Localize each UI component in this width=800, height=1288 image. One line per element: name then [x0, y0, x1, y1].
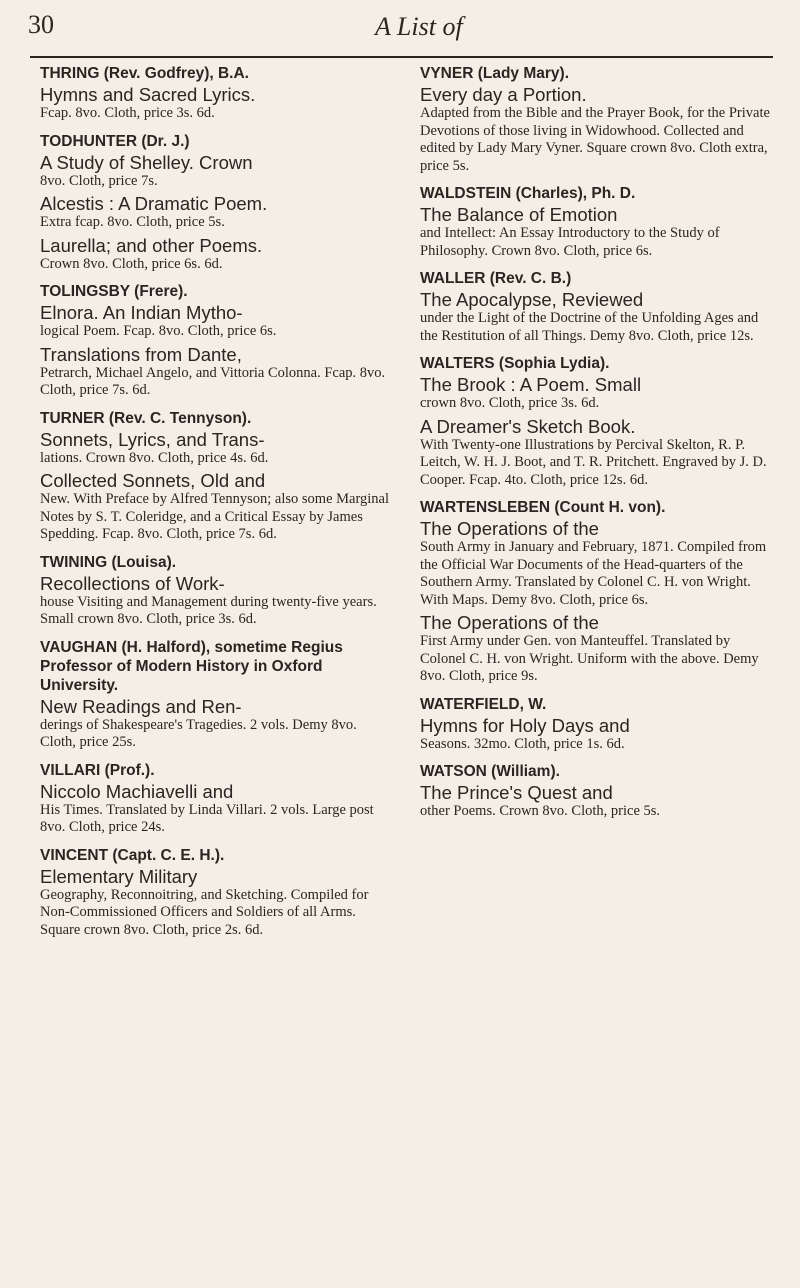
work-detail: First Army under Gen. von Manteuffel. Translated by Colonel C. H. von Wright. Uniform with the above. Demy 8vo. Cloth, price 9s. — [420, 633, 759, 684]
work-detail: South Army in January and February, 1871. Compiled from the Official War Documents of the Head-quarters of the Southern Army. Translated by Colonel C. H. von Wright. With Maps. Demy 8vo. Cloth, price 6s. — [420, 539, 767, 608]
author-name: TOLINGSBY (Frere). — [40, 283, 188, 300]
work-detail: under the Light of the Doctrine of the Unfolding Ages and the Restitution of all Things. Demy 8vo. Cloth, price 12s. — [420, 310, 759, 344]
author-name: WATSON (William). — [420, 763, 560, 780]
work-title: Hymns for Holy Days and — [420, 714, 630, 736]
work-title: The Operations of the — [420, 518, 599, 539]
work-title: The Prince's Quest and — [420, 782, 613, 803]
catalogue-entry — [420, 354, 772, 489]
header-rule — [30, 56, 773, 58]
catalogue-entry — [40, 846, 392, 940]
work-detail: Adapted from the Bible and the Prayer Book, for the Private Devotions of those living in Widowhood. Collected and edited by Lady Mary Vyner. Square crown 8vo. Cloth extra, price 5s. — [420, 105, 770, 174]
work-title: A Study of Shelley. Crown — [40, 151, 253, 173]
work-title: Collected Sonnets, Old and — [40, 470, 266, 491]
work-detail: 8vo. Cloth, price 7s. — [40, 172, 158, 189]
right-column — [420, 64, 772, 821]
work-title: A Dreamer's Sketch Book. — [420, 415, 636, 437]
catalogue-entry — [420, 64, 772, 175]
catalogue-entry — [40, 638, 392, 752]
work-detail: New. With Preface by Alfred Tennyson; also some Marginal Notes by S. T. Coleridge, and a Critical Essay by James Spedding. Fcap. 8vo. Cloth, price 7s. 6d. — [40, 491, 390, 542]
work-title: Hymns and Sacred Lyrics. — [40, 84, 256, 105]
work-title: The Brook : A Poem. Small — [420, 374, 642, 395]
work-detail: house Visiting and Management during twenty-five years. Small crown 8vo. Cloth, price 3s. 6d. — [40, 593, 377, 627]
author-name: WALTERS (Sophia Lydia). — [420, 355, 610, 372]
author-name: VAUGHAN (H. Halford), sometime Regius Professor of Modern History in Oxford University. — [40, 638, 343, 694]
author-name: TURNER (Rev. C. Tennyson). — [40, 409, 252, 427]
work-title: Recollections of Work- — [40, 572, 225, 594]
catalogue-entry — [40, 132, 392, 274]
author-name: WALDSTEIN (Charles), Ph. D. — [420, 185, 636, 202]
work-title: New Readings and Ren- — [40, 695, 242, 717]
work-detail: Petrarch, Michael Angelo, and Vittoria Colonna. Fcap. 8vo. Cloth, price 7s. 6d. — [40, 364, 386, 398]
work-title: The Balance of Emotion — [420, 204, 618, 225]
catalogue-entry — [420, 762, 772, 821]
work-detail: With Twenty-one Illustrations by Percival Skelton, R. P. Leitch, W. H. J. Boot, and T. R. Pritchett. Engraved by J. D. Cooper. Fcap. 4to. Cloth, price 12s. 6d. — [420, 436, 767, 488]
author-name: VYNER (Lady Mary). — [420, 65, 570, 82]
catalogue-entry — [40, 409, 392, 544]
author-name: TODHUNTER (Dr. J.) — [40, 132, 190, 150]
page-number: 30 — [28, 10, 54, 39]
work-title: Translations from Dante, — [40, 343, 242, 365]
author-name: THRING (Rev. Godfrey), B.A. — [40, 65, 249, 82]
page-header — [28, 10, 773, 50]
work-title: The Apocalypse, Reviewed — [420, 289, 644, 310]
work-detail: Geography, Reconnoitring, and Sketching. Compiled for Non-Commissioned Officers and Soldiers of all Arms. Square crown 8vo. Cloth, price 2s. 6d. — [40, 886, 369, 938]
work-detail: Extra fcap. 8vo. Cloth, price 5s. — [40, 214, 225, 230]
left-column — [40, 64, 392, 939]
author-name: WARTENSLEBEN (Count H. von). — [420, 499, 666, 516]
work-title: Niccolo Machiavelli and — [40, 780, 234, 802]
running-title: A List of — [375, 12, 463, 41]
catalogue-entry — [420, 269, 772, 345]
author-name: TWINING (Louisa). — [40, 553, 177, 571]
author-name: VINCENT (Capt. C. E. H.). — [40, 846, 225, 864]
work-detail: Fcap. 8vo. Cloth, price 3s. 6d. — [40, 105, 215, 121]
work-detail: crown 8vo. Cloth, price 3s. 6d. — [420, 395, 600, 411]
work-detail: other Poems. Crown 8vo. Cloth, price 5s. — [420, 803, 661, 819]
work-title: Elementary Military — [40, 865, 198, 887]
work-detail: Crown 8vo. Cloth, price 6s. 6d. — [40, 255, 223, 272]
catalogue-entry — [420, 498, 772, 686]
catalogue-entry — [40, 64, 392, 123]
work-title: Alcestis : A Dramatic Poem. — [40, 193, 268, 214]
author-name: VILLARI (Prof.). — [40, 761, 155, 779]
catalogue-entry — [420, 184, 772, 260]
catalogue-entry — [40, 761, 392, 837]
work-detail: lations. Crown 8vo. Cloth, price 4s. 6d. — [40, 449, 269, 466]
catalogue-entry — [420, 695, 772, 754]
catalogue-entry — [40, 282, 392, 400]
work-title: Laurella; and other Poems. — [40, 234, 263, 256]
work-detail: His Times. Translated by Linda Villari. 2 vols. Large post 8vo. Cloth, price 24s. — [40, 801, 374, 835]
work-detail: logical Poem. Fcap. 8vo. Cloth, price 6s. — [40, 323, 277, 339]
work-detail: derings of Shakespeare's Tragedies. 2 vols. Demy 8vo. Cloth, price 25s. — [40, 716, 357, 750]
work-title: Elnora. An Indian Mytho- — [40, 302, 243, 323]
work-detail: and Intellect: An Essay Introductory to the Study of Philosophy. Crown 8vo. Cloth, price 6s. — [420, 225, 720, 259]
work-title: The Operations of the — [420, 612, 599, 633]
author-name: WALLER (Rev. C. B.) — [420, 270, 572, 287]
work-detail: Seasons. 32mo. Cloth, price 1s. 6d. — [420, 735, 625, 752]
work-title: Every day a Portion. — [420, 84, 587, 105]
catalogue-entry — [40, 553, 392, 629]
work-title: Sonnets, Lyrics, and Trans- — [40, 428, 265, 450]
author-name: WATERFIELD, W. — [420, 695, 547, 713]
